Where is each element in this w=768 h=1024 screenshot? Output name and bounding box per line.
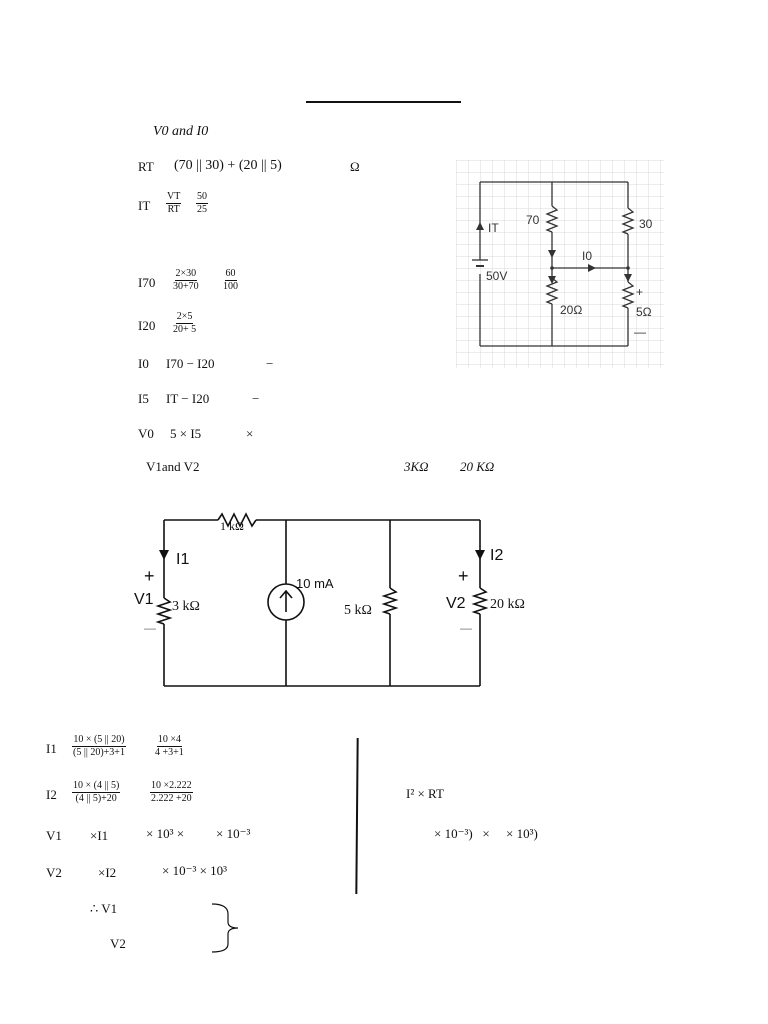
i1-label: I1 (46, 741, 57, 756)
circuit2-label-5k: 5 kΩ (344, 603, 372, 618)
circuit2-plus-1: + (144, 566, 155, 586)
circuit2-label-3k: 3 kΩ (172, 599, 200, 614)
circuit1-label-70: 70 (526, 213, 540, 227)
circuit2-label-i1: I1 (176, 551, 190, 568)
circuit-1-diagram (456, 160, 664, 368)
grid-background (456, 160, 664, 368)
circuit2-plus-2: + (458, 566, 469, 586)
v1-expr-2: × 10³ × (146, 826, 185, 841)
circuit2-label-10ma: 10 mA (296, 576, 334, 591)
i5-expression: IT − I20 (166, 391, 210, 406)
section1-title: V0 and I0 (153, 124, 209, 139)
i2-fraction-2: $\frac{10 \times 2.222}{2.222 +20}$ (151, 780, 192, 804)
circuit1-label-5: 5Ω (636, 305, 652, 319)
it-label: IT (138, 198, 151, 213)
heading-underline (306, 101, 461, 103)
right-brace (206, 900, 246, 956)
circuit2-label-1k: 1 kΩ (220, 519, 244, 533)
circuit-2-diagram (130, 506, 550, 696)
v0-label: V0 (138, 426, 154, 441)
i70-fraction-2: $\frac{60}{100}$ (223, 268, 238, 292)
circuit2-label-v2: V2 (446, 595, 466, 612)
circuit2-minus-2: — (460, 621, 472, 635)
v1-expr-3: × 10⁻³ (216, 826, 251, 841)
v0-expression: 5 × I5 (170, 426, 202, 441)
power-calculation: × 10⁻³) × × 10³) (434, 826, 538, 841)
v2-final: V2 (110, 936, 126, 951)
v0-tail: × (246, 426, 254, 441)
i0-label: I0 (138, 356, 149, 371)
i0-tail: − (266, 356, 274, 371)
i70-fraction-1: $\frac{2\times 30}{30+70}$ (173, 268, 199, 292)
resistor-3k (158, 598, 170, 624)
i1-fraction-1: $\frac{10 \times (5 || 20)}{(5 || 20)+3+1}$ (73, 734, 125, 758)
therefore-v1: ∴ V1 (90, 901, 118, 916)
section2-title: V1and V2 (146, 459, 200, 474)
section2-r3: 3KΩ (404, 459, 429, 474)
v2-label: V2 (46, 865, 62, 880)
i0-expression: I70 − I20 (166, 356, 215, 371)
i5-tail: − (252, 391, 260, 406)
v1-expr-1: ×I1 (90, 828, 109, 843)
rt-expression: (70 || 30) + (20 || 5) (174, 158, 282, 173)
i20-label: I20 (138, 318, 156, 333)
circuit1-label-30: 30 (639, 217, 653, 231)
circuit1-label-it: IT (488, 221, 499, 235)
circuit2-minus-1: — (144, 621, 156, 635)
v2-expr-1: ×I2 (98, 865, 117, 880)
node-right (626, 266, 630, 270)
circuit2-label-20k: 20 kΩ (490, 597, 525, 612)
arrow-i1 (159, 550, 169, 560)
circuit1-label-20: 20Ω (560, 303, 583, 317)
v2-expr-2: × 10⁻³ × 10³ (162, 863, 228, 878)
i2-fraction-1: $\frac{10 \times (4 || 5)}{(4 || 5)+20}$ (73, 780, 120, 804)
v1-label: V1 (46, 828, 62, 843)
i1-fraction-2: $\frac{10 \times 4}{4 +3+1}$ (155, 734, 184, 758)
vertical-divider (355, 738, 358, 894)
current-source-arrow (280, 591, 292, 612)
resistor-5k (384, 588, 396, 614)
i20-fraction: $\frac{2\times 5}{20+ 5}$ (173, 311, 197, 335)
circuit1-plus: + (636, 285, 644, 299)
section2-r20: 20 KΩ (460, 459, 495, 474)
rt-label: RT (138, 159, 154, 174)
i70-label: I70 (138, 275, 156, 290)
it-fraction-1: $\frac{VT}{RT}$ (167, 191, 181, 215)
circuit2-label-v1: V1 (134, 591, 154, 608)
rt-unit: Ω (350, 159, 360, 174)
circuit1-label-50v: 50V (486, 269, 508, 283)
resistor-20k (474, 588, 486, 614)
circuit1-minus: — (634, 325, 646, 339)
circuit2-label-i2: I2 (490, 547, 504, 564)
i5-label: I5 (138, 391, 149, 406)
i2-label: I2 (46, 787, 57, 802)
node-mid (550, 266, 554, 270)
it-fraction-2: $\frac{50}{25}$ (197, 191, 207, 215)
arrow-i2 (475, 550, 485, 560)
power-expression: I² × RT (406, 786, 444, 801)
circuit1-label-i0: I0 (582, 249, 593, 263)
